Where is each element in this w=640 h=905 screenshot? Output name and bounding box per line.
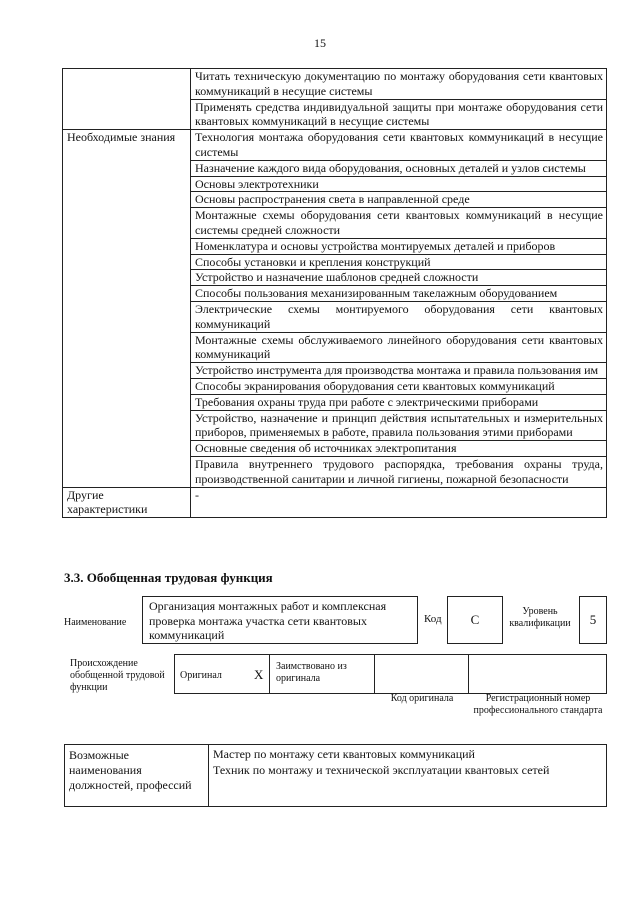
table-cell: Технология монтажа оборудования сети квантовых коммуникаций в несущие системы xyxy=(191,130,607,161)
name-label: Наименование xyxy=(64,617,127,628)
job-title: Техник по монтажу и технической эксплуатации квантовых сетей xyxy=(213,763,550,777)
original-label: Оригинал xyxy=(180,670,222,681)
job-title: Мастер по монтажу сети квантовых коммуникаций xyxy=(213,747,475,761)
table-cell: Требования охраны труда при работе с электрическими приборами xyxy=(191,394,607,410)
table-cell: Основы электротехники xyxy=(191,176,607,192)
table-row xyxy=(63,130,607,161)
original-mark: X xyxy=(254,667,264,682)
table-cell: Устройство инструмента для производства монтажа и правила пользования им xyxy=(191,363,607,379)
jobs-label: Возможные наименования должностей, профессий xyxy=(65,745,209,807)
code-label: Код xyxy=(424,613,442,625)
table-cell: Электрические схемы монтируемого оборудования сети квантовых коммуникаций xyxy=(191,301,607,332)
table-cell: Правила внутреннего трудового распорядка, требования охраны труда, производственной санитарии и личной гигиены, пожарной безопасности xyxy=(191,456,607,487)
table-cell: Устройство, назначение и принцип действия испытательных и измерительных приборов, применяемых в работе, правила пользования этими приборами xyxy=(191,410,607,441)
table-cell: Монтажные схемы оборудования сети квантовых коммуникаций в несущие системы средней сложности xyxy=(191,208,607,239)
table-row xyxy=(63,487,607,518)
table-cell: Устройство и назначение шаблонов средней сложности xyxy=(191,270,607,286)
table-cell: - xyxy=(191,487,607,518)
table-row xyxy=(63,69,607,100)
name-value: Организация монтажных работ и комплексная проверка монтажа участка сети квантовых коммуникаций xyxy=(142,596,418,644)
code-value: C xyxy=(447,596,503,644)
borrowed-label: Заимствовано из оригинала xyxy=(269,654,375,694)
origin-label: Происхождение обобщенной трудовой функции xyxy=(70,658,165,693)
table-cell: Способы установки и крепления конструкций xyxy=(191,254,607,270)
table-cell: Назначение каждого вида оборудования, основных деталей и узлов системы xyxy=(191,160,607,176)
competency-table xyxy=(62,68,607,518)
reg-number-label: Регистрационный номер профессионального стандарта xyxy=(473,693,603,716)
level-value: 5 xyxy=(579,596,607,644)
table-cell: Способы пользования механизированным такелажным оборудованием xyxy=(191,286,607,302)
code-original-cell xyxy=(374,654,469,694)
table-cell: Номенклатура и основы устройства монтируемых деталей и приборов xyxy=(191,238,607,254)
table-cell: Читать техническую документацию по монтажу оборудования сети квантовых коммуникаций в несущие системы xyxy=(191,69,607,100)
jobs-list xyxy=(209,745,607,807)
skills-label-cell xyxy=(63,69,191,130)
original-cell xyxy=(174,654,270,694)
table-cell: Применять средства индивидуальной защиты при монтаже оборудования сети квантовых коммуникаций в несущие системы xyxy=(191,99,607,130)
level-label: Уровень квалификации xyxy=(509,606,571,629)
table-cell: Основы распространения света в направленной среде xyxy=(191,192,607,208)
table-cell: Основные сведения об источниках электропитания xyxy=(191,441,607,457)
table-cell: Монтажные схемы обслуживаемого линейного оборудования сети квантовых коммуникаций xyxy=(191,332,607,363)
jobs-table xyxy=(64,744,607,807)
page-number: 15 xyxy=(314,36,326,50)
table-cell: Способы экранирования оборудования сети квантовых коммуникаций xyxy=(191,378,607,394)
code-original-label: Код оригинала xyxy=(390,693,454,704)
section-title: 3.3. Обобщенная трудовая функция xyxy=(64,570,273,585)
other-label: Другие характеристики xyxy=(63,487,191,518)
knowledge-label: Необходимые знания xyxy=(63,130,191,487)
reg-number-cell xyxy=(468,654,607,694)
